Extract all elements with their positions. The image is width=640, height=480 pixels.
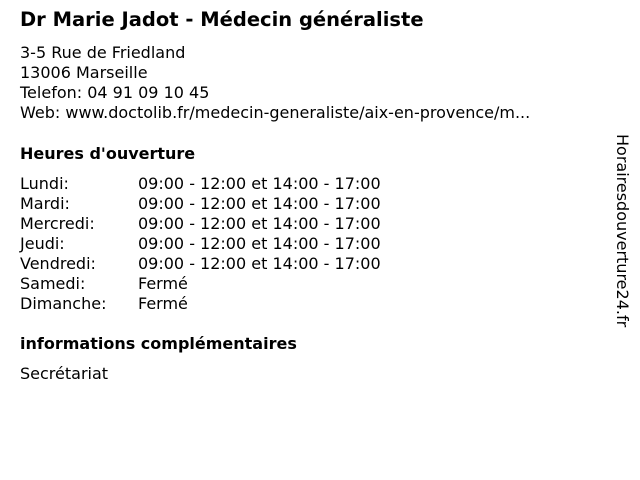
time-value: 09:00 - 12:00 et 14:00 - 17:00 — [138, 254, 381, 273]
hours-row-thursday — [20, 234, 381, 254]
opening-hours-heading: Heures d'ouverture — [20, 144, 196, 163]
time-value: 09:00 - 12:00 et 14:00 - 17:00 — [138, 234, 381, 253]
time-value: 09:00 - 12:00 et 14:00 - 17:00 — [138, 214, 381, 233]
additional-info-heading: informations complémentaires — [20, 334, 297, 353]
website-link[interactable]: Web: www.doctolib.fr/medecin-generaliste/aix-en-provence/m... — [20, 103, 531, 122]
address-block — [20, 43, 530, 123]
page-title: Dr Marie Jadot - Médecin généraliste — [20, 8, 424, 31]
city-address: 13006 Marseille — [20, 63, 148, 82]
hours-row-sunday — [20, 294, 381, 314]
day-label: Samedi: — [20, 274, 86, 293]
day-label: Dimanche: — [20, 294, 107, 313]
hours-row-saturday — [20, 274, 381, 294]
time-value: Fermé — [138, 274, 188, 293]
opening-hours-table — [20, 174, 381, 314]
day-label: Mardi: — [20, 194, 70, 213]
hours-row-wednesday — [20, 214, 381, 234]
time-value: 09:00 - 12:00 et 14:00 - 17:00 — [138, 194, 381, 213]
phone-number[interactable]: Telefon: 04 91 09 10 45 — [20, 83, 210, 102]
hours-row-monday — [20, 174, 381, 194]
additional-info-text: Secrétariat — [20, 364, 109, 383]
street-address: 3-5 Rue de Friedland — [20, 43, 186, 62]
hours-row-tuesday — [20, 194, 381, 214]
day-label: Lundi: — [20, 174, 69, 193]
time-value: Fermé — [138, 294, 188, 313]
site-watermark: Horairesdouverture24.fr — [613, 134, 632, 328]
day-label: Mercredi: — [20, 214, 95, 233]
day-label: Jeudi: — [20, 234, 65, 253]
time-value: 09:00 - 12:00 et 14:00 - 17:00 — [138, 174, 381, 193]
day-label: Vendredi: — [20, 254, 96, 273]
hours-row-friday — [20, 254, 381, 274]
